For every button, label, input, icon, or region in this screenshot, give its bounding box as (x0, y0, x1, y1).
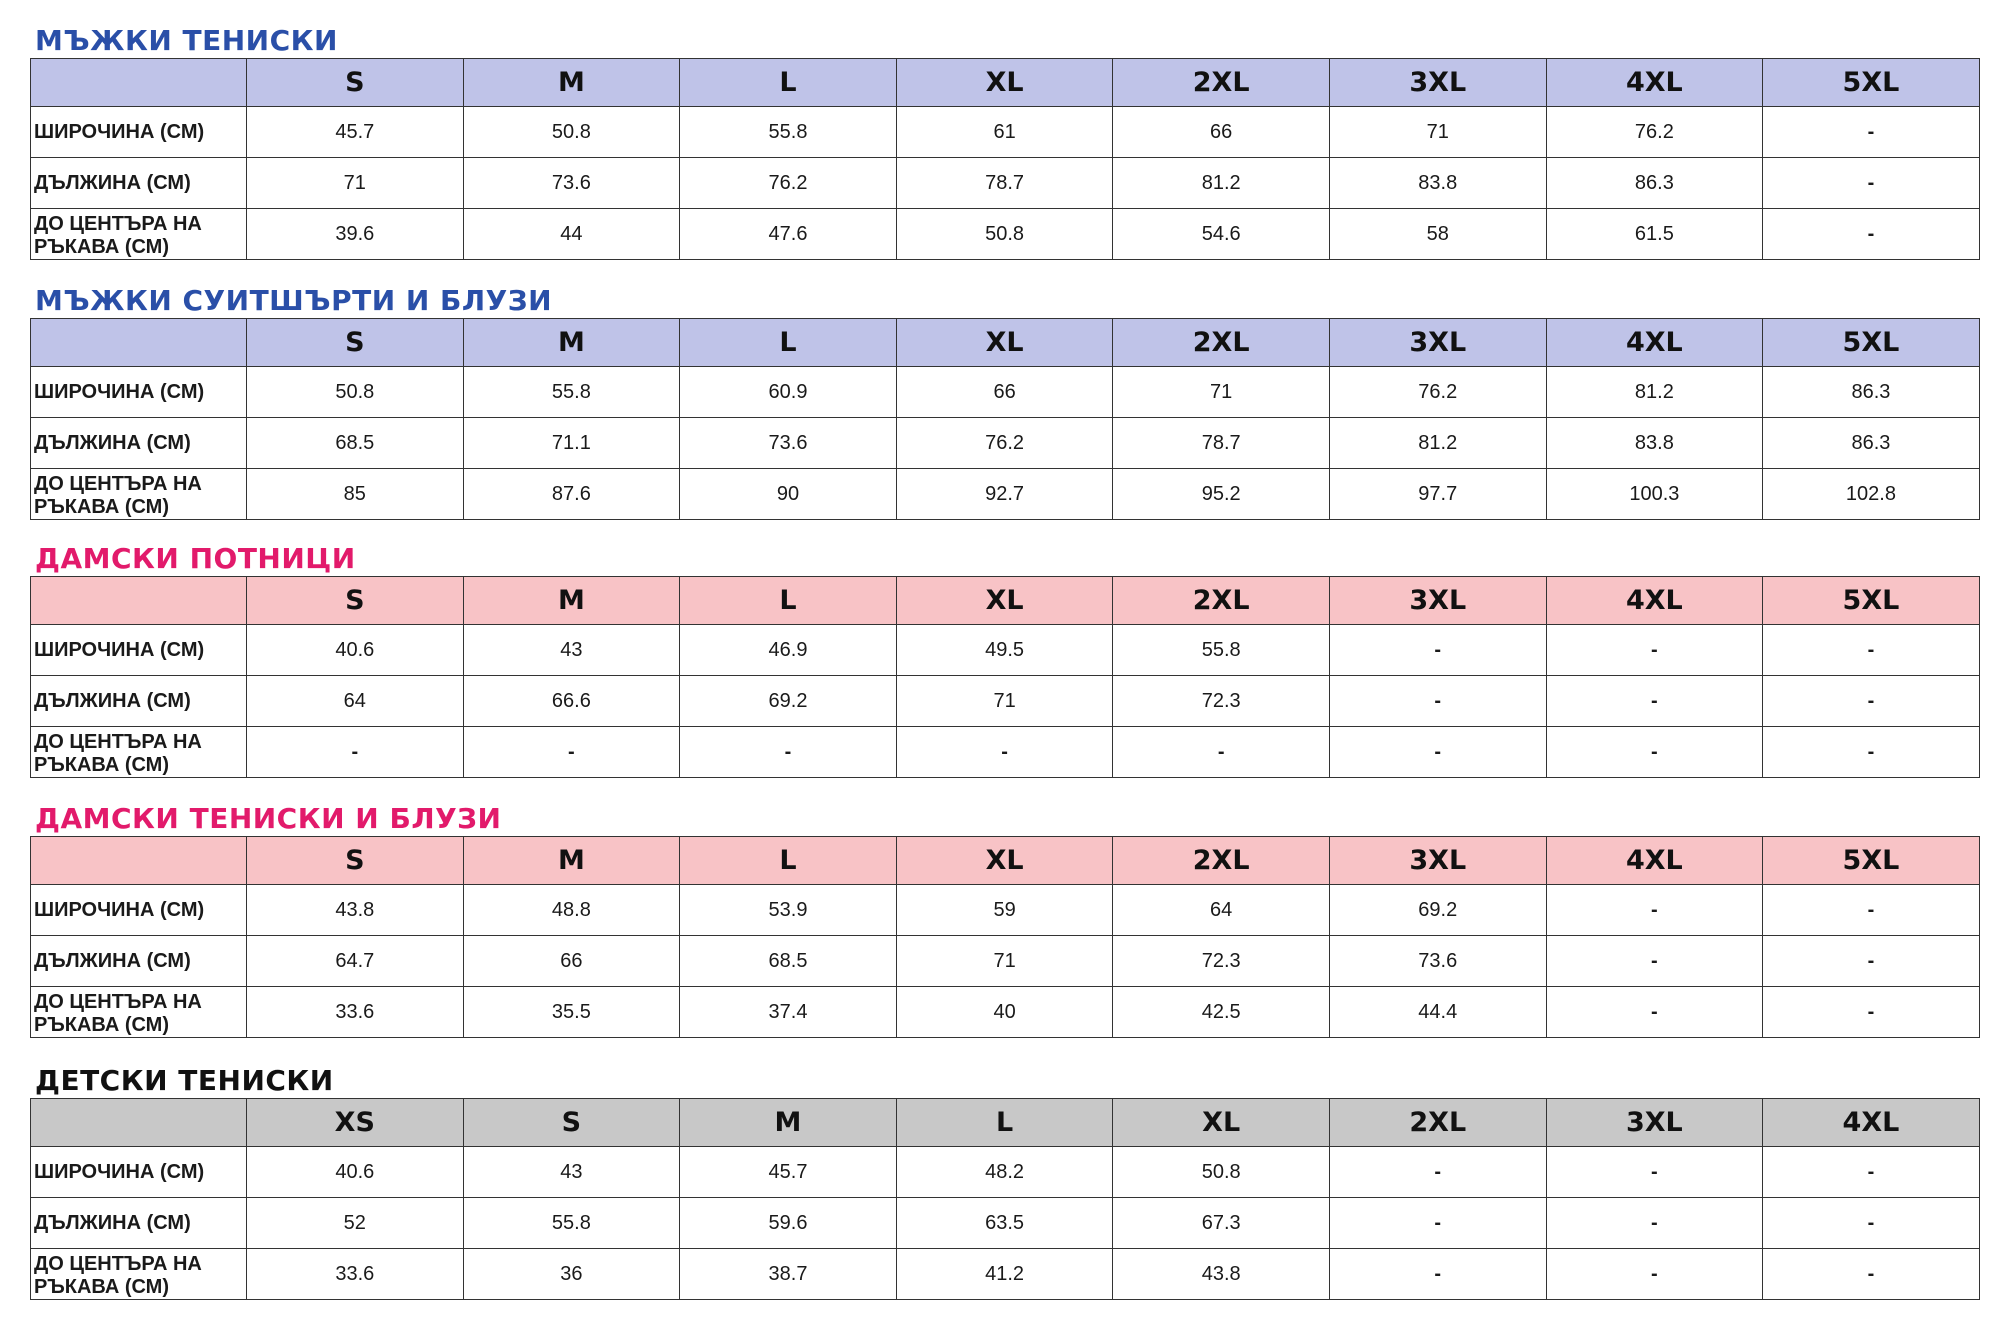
size-header-cell: XL (1113, 1099, 1330, 1147)
measurement-cell: 52 (247, 1198, 464, 1249)
size-header-cell: 4XL (1546, 319, 1763, 367)
row-label-line: ШИРОЧИНА (СМ) (34, 120, 205, 143)
measurement-cell: - (1329, 625, 1546, 676)
measurement-cell: 71 (1113, 367, 1330, 418)
size-table (30, 58, 1980, 260)
table-row (31, 209, 1980, 260)
size-header-cell: 2XL (1113, 59, 1330, 107)
measurement-cell: 47.6 (680, 209, 897, 260)
header-corner-cell (31, 837, 247, 885)
size-header-cell: 5XL (1763, 319, 1980, 367)
size-header-cell: M (463, 319, 680, 367)
size-header-cell: 2XL (1113, 837, 1330, 885)
measurement-cell: 100.3 (1546, 469, 1763, 520)
table-row (31, 676, 1980, 727)
table-row (31, 936, 1980, 987)
size-header-cell: 2XL (1113, 577, 1330, 625)
measurement-cell: - (463, 727, 680, 778)
size-header-cell: 4XL (1763, 1099, 1980, 1147)
row-label-line: ДО ЦЕНТЪРА НА (34, 473, 202, 495)
row-label-line: ДЪЛЖИНА (СМ) (34, 431, 191, 454)
measurement-cell: 72.3 (1113, 676, 1330, 727)
table-row (31, 625, 1980, 676)
size-header-cell: M (463, 577, 680, 625)
measurement-cell: 72.3 (1113, 936, 1330, 987)
measurement-cell: 97.7 (1329, 469, 1546, 520)
measurement-cell: 68.5 (680, 936, 897, 987)
measurement-cell: 83.8 (1546, 418, 1763, 469)
measurement-cell: 50.8 (896, 209, 1113, 260)
measurement-cell: 48.2 (896, 1147, 1113, 1198)
measurement-cell: 66.6 (463, 676, 680, 727)
size-header-cell: 3XL (1329, 319, 1546, 367)
header-corner-cell (31, 59, 247, 107)
measurement-cell: 71 (896, 936, 1113, 987)
measurement-cell: 81.2 (1113, 158, 1330, 209)
size-header-cell: 4XL (1546, 837, 1763, 885)
measurement-cell: 66 (463, 936, 680, 987)
row-label-line: ДО ЦЕНТЪРА НА (34, 1253, 202, 1275)
header-row (31, 59, 1980, 107)
measurement-cell: 64.7 (247, 936, 464, 987)
measurement-cell: 54.6 (1113, 209, 1330, 260)
row-label-line: РЪКАВА (СМ) (34, 754, 169, 776)
size-header-cell: S (247, 577, 464, 625)
row-label (31, 936, 247, 987)
row-label-line: РЪКАВА (СМ) (34, 1014, 169, 1036)
size-header-cell: XL (896, 577, 1113, 625)
measurement-cell: 69.2 (680, 676, 897, 727)
measurement-cell: 50.8 (463, 107, 680, 158)
measurement-cell: 78.7 (1113, 418, 1330, 469)
size-header-cell: M (463, 837, 680, 885)
measurement-cell: - (1329, 1147, 1546, 1198)
measurement-cell: - (1546, 1249, 1763, 1300)
measurement-cell: 86.3 (1546, 158, 1763, 209)
measurement-cell: - (1329, 676, 1546, 727)
measurement-cell: 38.7 (680, 1249, 897, 1300)
measurement-cell: 55.8 (463, 367, 680, 418)
size-header-cell: L (680, 319, 897, 367)
row-label (31, 469, 247, 520)
header-row (31, 837, 1980, 885)
measurement-cell: - (1763, 1198, 1980, 1249)
measurement-cell: 39.6 (247, 209, 464, 260)
measurement-cell: 68.5 (247, 418, 464, 469)
header-corner-cell (31, 1099, 247, 1147)
measurement-cell: 83.8 (1329, 158, 1546, 209)
measurement-cell: 41.2 (896, 1249, 1113, 1300)
measurement-cell: - (1763, 107, 1980, 158)
measurement-cell: 55.8 (1113, 625, 1330, 676)
measurement-cell: 71 (247, 158, 464, 209)
measurement-cell: - (1763, 1147, 1980, 1198)
size-table (30, 576, 1980, 778)
measurement-cell: - (680, 727, 897, 778)
measurement-cell: 37.4 (680, 987, 897, 1038)
row-label (31, 885, 247, 936)
measurement-cell: 43 (463, 1147, 680, 1198)
size-header-cell: S (247, 319, 464, 367)
row-label-line: ДО ЦЕНТЪРА НА (34, 991, 202, 1013)
measurement-cell: 61.5 (1546, 209, 1763, 260)
header-corner-cell (31, 577, 247, 625)
measurement-cell: - (1546, 1198, 1763, 1249)
row-label-line: ШИРОЧИНА (СМ) (34, 1160, 205, 1183)
measurement-cell: 92.7 (896, 469, 1113, 520)
measurement-cell: 55.8 (463, 1198, 680, 1249)
measurement-cell: 71.1 (463, 418, 680, 469)
measurement-cell: 66 (1113, 107, 1330, 158)
measurement-cell: 40.6 (247, 1147, 464, 1198)
measurement-cell: 61 (896, 107, 1113, 158)
measurement-cell: 55.8 (680, 107, 897, 158)
size-header-cell: 4XL (1546, 577, 1763, 625)
measurement-cell: 69.2 (1329, 885, 1546, 936)
measurement-cell: 48.8 (463, 885, 680, 936)
measurement-cell: 86.3 (1763, 418, 1980, 469)
table-row (31, 885, 1980, 936)
measurement-cell: - (1329, 1249, 1546, 1300)
row-label (31, 209, 247, 260)
size-header-cell: 3XL (1546, 1099, 1763, 1147)
row-label-line: ШИРОЧИНА (СМ) (34, 380, 205, 403)
measurement-cell: - (1763, 209, 1980, 260)
measurement-cell: - (1546, 727, 1763, 778)
measurement-cell: 33.6 (247, 1249, 464, 1300)
measurement-cell: 87.6 (463, 469, 680, 520)
measurement-cell: 71 (896, 676, 1113, 727)
size-header-cell: L (680, 837, 897, 885)
measurement-cell: 86.3 (1763, 367, 1980, 418)
header-row (31, 1099, 1980, 1147)
size-header-cell: 3XL (1329, 59, 1546, 107)
measurement-cell: - (1113, 727, 1330, 778)
table-row (31, 367, 1980, 418)
measurement-cell: 43.8 (1113, 1249, 1330, 1300)
measurement-cell: 44 (463, 209, 680, 260)
measurement-cell: - (1329, 727, 1546, 778)
measurement-cell: 40.6 (247, 625, 464, 676)
measurement-cell: 81.2 (1546, 367, 1763, 418)
row-label-line: РЪКАВА (СМ) (34, 1276, 169, 1298)
measurement-cell: - (1763, 987, 1980, 1038)
measurement-cell: 43 (463, 625, 680, 676)
table-row (31, 987, 1980, 1038)
measurement-cell: 36 (463, 1249, 680, 1300)
measurement-cell: 71 (1329, 107, 1546, 158)
measurement-cell: - (1763, 727, 1980, 778)
measurement-cell: 59.6 (680, 1198, 897, 1249)
measurement-cell: - (1763, 625, 1980, 676)
table-row (31, 418, 1980, 469)
measurement-cell: 45.7 (680, 1147, 897, 1198)
size-table (30, 1098, 1980, 1300)
measurement-cell: - (1546, 1147, 1763, 1198)
row-label-line: РЪКАВА (СМ) (34, 236, 169, 258)
measurement-cell: 44.4 (1329, 987, 1546, 1038)
measurement-cell: 58 (1329, 209, 1546, 260)
size-header-cell: L (680, 577, 897, 625)
size-header-cell: 5XL (1763, 577, 1980, 625)
size-header-cell: XL (896, 319, 1113, 367)
row-label-line: ДЪЛЖИНА (СМ) (34, 949, 191, 972)
size-header-cell: L (896, 1099, 1113, 1147)
size-header-cell: 2XL (1329, 1099, 1546, 1147)
header-corner-cell (31, 319, 247, 367)
row-label (31, 158, 247, 209)
measurement-cell: - (1546, 885, 1763, 936)
row-label (31, 1249, 247, 1300)
measurement-cell: 50.8 (1113, 1147, 1330, 1198)
measurement-cell: 67.3 (1113, 1198, 1330, 1249)
measurement-cell: 45.7 (247, 107, 464, 158)
size-header-cell: XL (896, 59, 1113, 107)
measurement-cell: - (1763, 885, 1980, 936)
measurement-cell: 102.8 (1763, 469, 1980, 520)
size-header-cell: 3XL (1329, 837, 1546, 885)
size-header-cell: 5XL (1763, 837, 1980, 885)
table-row (31, 1198, 1980, 1249)
measurement-cell: - (1763, 676, 1980, 727)
measurement-cell: 59 (896, 885, 1113, 936)
measurement-cell: 73.6 (1329, 936, 1546, 987)
measurement-cell: - (247, 727, 464, 778)
measurement-cell: 73.6 (463, 158, 680, 209)
size-table (30, 836, 1980, 1038)
row-label (31, 1198, 247, 1249)
measurement-cell: - (1546, 676, 1763, 727)
measurement-cell: - (1546, 936, 1763, 987)
row-label (31, 727, 247, 778)
measurement-cell: 60.9 (680, 367, 897, 418)
table-row (31, 1249, 1980, 1300)
size-header-cell: S (247, 59, 464, 107)
measurement-cell: 53.9 (680, 885, 897, 936)
measurement-cell: 78.7 (896, 158, 1113, 209)
measurement-cell: - (1763, 1249, 1980, 1300)
row-label-line: ДО ЦЕНТЪРА НА (34, 731, 202, 753)
measurement-cell: 50.8 (247, 367, 464, 418)
size-header-cell: S (247, 837, 464, 885)
size-table (30, 318, 1980, 520)
measurement-cell: - (896, 727, 1113, 778)
table-row (31, 469, 1980, 520)
measurement-cell: 33.6 (247, 987, 464, 1038)
header-row (31, 577, 1980, 625)
measurement-cell: 76.2 (1546, 107, 1763, 158)
row-label-line: ДЪЛЖИНА (СМ) (34, 1211, 191, 1234)
row-label (31, 987, 247, 1038)
table-row (31, 158, 1980, 209)
measurement-cell: - (1546, 987, 1763, 1038)
measurement-cell: 81.2 (1329, 418, 1546, 469)
row-label-line: ШИРОЧИНА (СМ) (34, 898, 205, 921)
measurement-cell: - (1329, 1198, 1546, 1249)
size-header-cell: S (463, 1099, 680, 1147)
measurement-cell: 76.2 (896, 418, 1113, 469)
measurement-cell: 90 (680, 469, 897, 520)
measurement-cell: 85 (247, 469, 464, 520)
measurement-cell: 66 (896, 367, 1113, 418)
measurement-cell: 95.2 (1113, 469, 1330, 520)
row-label-line: РЪКАВА (СМ) (34, 496, 169, 518)
measurement-cell: 40 (896, 987, 1113, 1038)
table-row (31, 1147, 1980, 1198)
measurement-cell: 76.2 (680, 158, 897, 209)
measurement-cell: 64 (1113, 885, 1330, 936)
size-header-cell: XS (247, 1099, 464, 1147)
measurement-cell: - (1763, 936, 1980, 987)
size-header-cell: M (680, 1099, 897, 1147)
row-label-line: ДЪЛЖИНА (СМ) (34, 689, 191, 712)
row-label-line: ДЪЛЖИНА (СМ) (34, 171, 191, 194)
measurement-cell: 42.5 (1113, 987, 1330, 1038)
table-row (31, 727, 1980, 778)
section-title: МЪЖКИ СУИТШЪРТИ И БЛУЗИ (35, 284, 553, 317)
measurement-cell: 35.5 (463, 987, 680, 1038)
measurement-cell: 76.2 (1329, 367, 1546, 418)
header-row (31, 319, 1980, 367)
section-title: ДЕТСКИ ТЕНИСКИ (35, 1064, 334, 1097)
measurement-cell: 63.5 (896, 1198, 1113, 1249)
measurement-cell: 46.9 (680, 625, 897, 676)
size-header-cell: 5XL (1763, 59, 1980, 107)
size-header-cell: M (463, 59, 680, 107)
measurement-cell: 43.8 (247, 885, 464, 936)
row-label (31, 676, 247, 727)
measurement-cell: 64 (247, 676, 464, 727)
row-label (31, 418, 247, 469)
size-header-cell: 4XL (1546, 59, 1763, 107)
measurement-cell: - (1763, 158, 1980, 209)
size-header-cell: L (680, 59, 897, 107)
row-label (31, 107, 247, 158)
size-header-cell: XL (896, 837, 1113, 885)
row-label (31, 1147, 247, 1198)
measurement-cell: - (1546, 625, 1763, 676)
measurement-cell: 73.6 (680, 418, 897, 469)
section-title: ДАМСКИ ТЕНИСКИ И БЛУЗИ (35, 802, 502, 835)
row-label (31, 367, 247, 418)
row-label (31, 625, 247, 676)
size-header-cell: 3XL (1329, 577, 1546, 625)
table-row (31, 107, 1980, 158)
row-label-line: ШИРОЧИНА (СМ) (34, 638, 205, 661)
row-label-line: ДО ЦЕНТЪРА НА (34, 213, 202, 235)
section-title: ДАМСКИ ПОТНИЦИ (35, 542, 356, 575)
measurement-cell: 49.5 (896, 625, 1113, 676)
size-header-cell: 2XL (1113, 319, 1330, 367)
section-title: МЪЖКИ ТЕНИСКИ (35, 24, 338, 57)
